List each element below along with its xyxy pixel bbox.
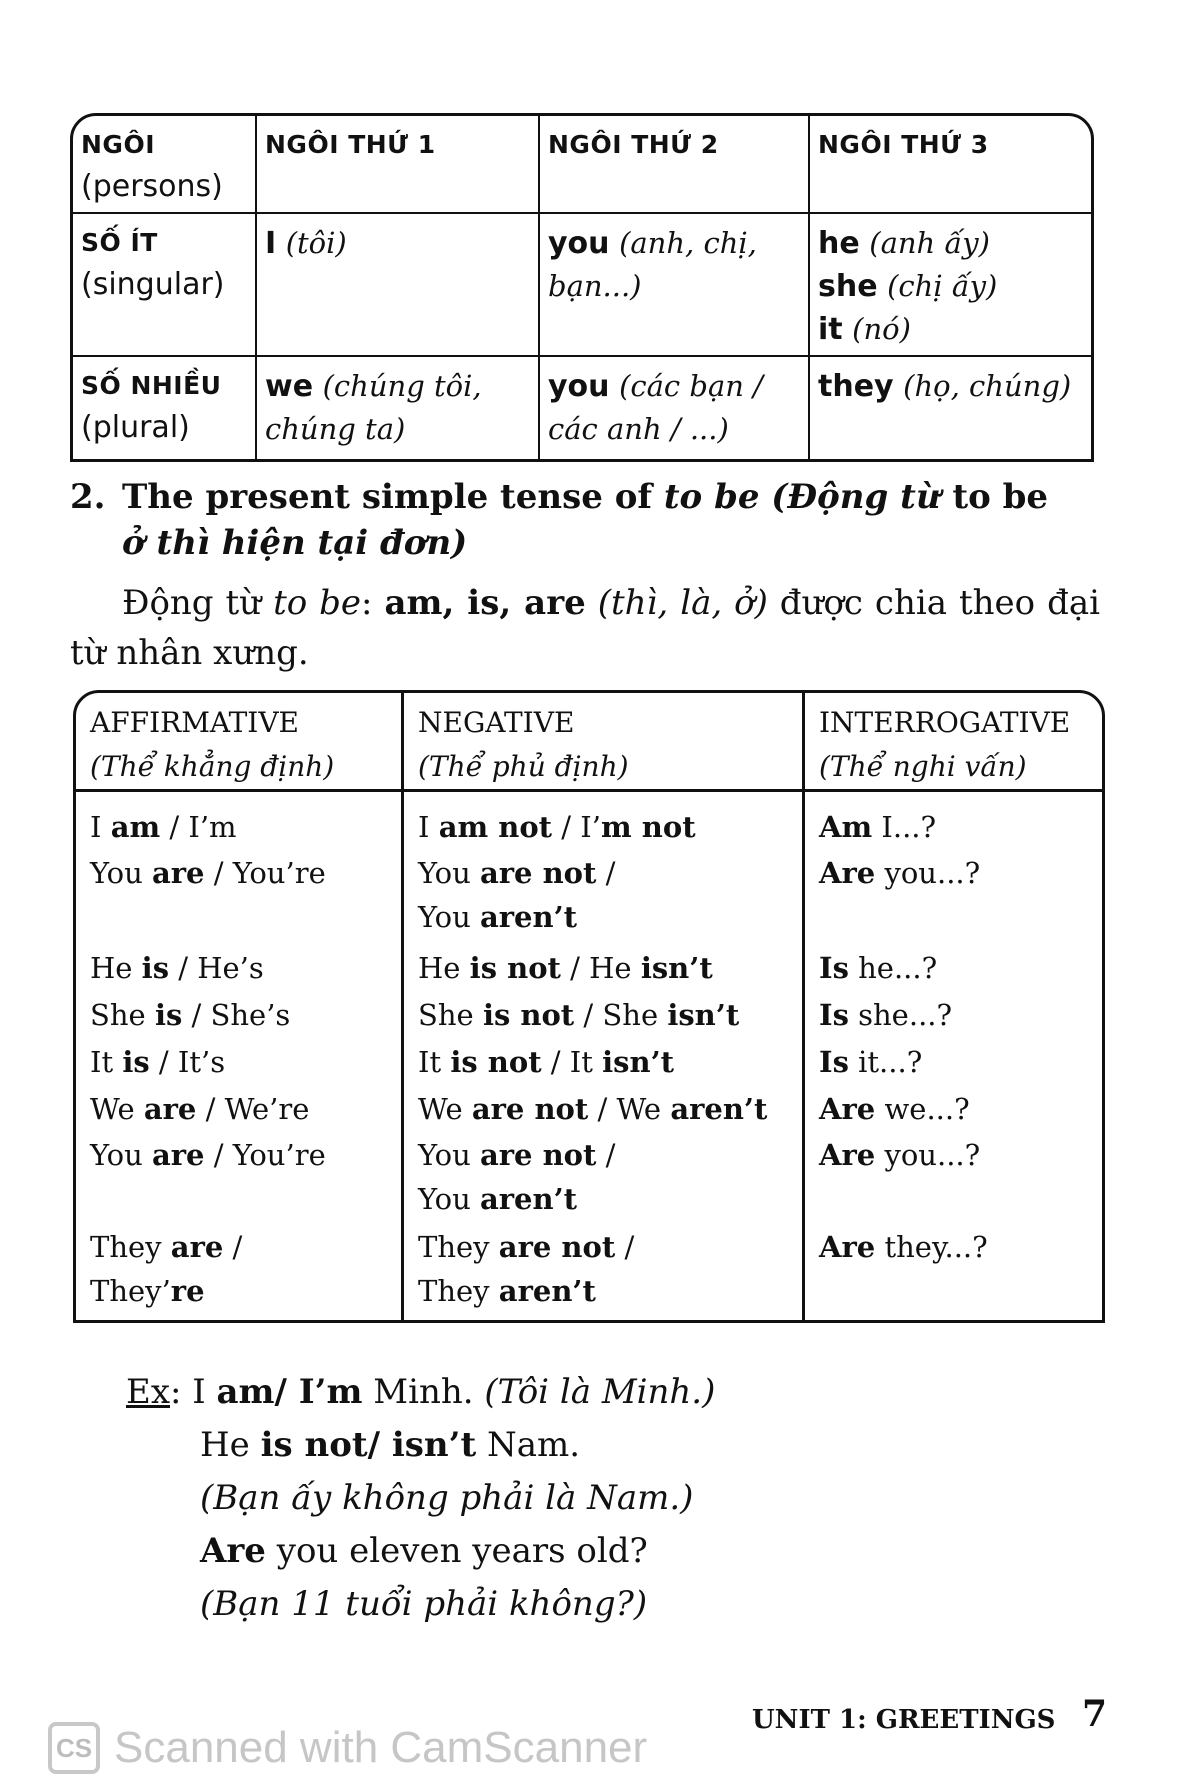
- list-item: You are not / You aren’t: [418, 856, 616, 934]
- list-item: Is it...?: [819, 1045, 923, 1079]
- persons-label-en: (persons): [81, 169, 223, 204]
- list-item: We are / We’re: [90, 1092, 310, 1126]
- list-item: Am I...?: [819, 810, 937, 844]
- list-item: Are they...?: [819, 1230, 988, 1264]
- list-item: I am not / I’m not: [418, 810, 696, 844]
- examples-block: [126, 1366, 1026, 1631]
- persons-table: [70, 113, 1094, 462]
- affirmative-column: [76, 792, 404, 1323]
- intro-paragraph: Động từ to be: am, is, are (thì, là, ở) được chia theo đại từ nhân xưng.: [70, 583, 1100, 673]
- list-item: Is he...?: [819, 951, 938, 985]
- plural-first-person: we (chúng tôi, chúng ta): [256, 356, 539, 459]
- interrogative-header: INTERROGATIVE (Thể nghi vấn): [819, 706, 1071, 783]
- page-number: 7: [1082, 1693, 1108, 1735]
- plural-second-person: you (các bạn / các anh / ...): [539, 356, 809, 459]
- first-person-header: NGÔI THỨ 1: [265, 130, 436, 159]
- example-line: He is not/ isn’t Nam.: [200, 1425, 581, 1465]
- list-item: Is she...?: [819, 998, 953, 1032]
- singular-third-person: he (anh ấy) she (chị ấy) it (nó): [809, 213, 1091, 356]
- example-translation: (Bạn 11 tuổi phải không?): [200, 1584, 648, 1624]
- example-line: Are you eleven years old?: [200, 1531, 648, 1571]
- list-item: She is not / She isn’t: [418, 998, 740, 1032]
- list-item: You are not / You aren’t: [418, 1138, 616, 1216]
- list-item: He is not / He isn’t: [418, 951, 713, 985]
- unit-footer: UNIT 1: GREETINGS: [752, 1705, 1056, 1735]
- negative-header: NEGATIVE (Thể phủ định): [404, 693, 805, 789]
- list-item: Are we...?: [819, 1092, 970, 1126]
- singular-label: SỐ ÍT: [81, 228, 158, 257]
- singular-first-person: I (tôi): [256, 213, 539, 356]
- list-item: It is / It’s: [90, 1045, 226, 1079]
- persons-label: NGÔI: [81, 130, 155, 159]
- list-item: You are / You’re: [90, 1138, 326, 1172]
- camscanner-watermark: [48, 1722, 647, 1774]
- list-item: You are / You’re: [90, 856, 326, 890]
- list-item: We are not / We aren’t: [418, 1092, 768, 1126]
- list-item: Are you...?: [819, 1138, 981, 1172]
- negative-column: [404, 792, 805, 1323]
- third-person-header: NGÔI THỨ 3: [818, 130, 989, 159]
- example-line: Ex: I am/ I’m Minh. (Tôi là Minh.): [126, 1372, 716, 1412]
- list-item: They are not / They aren’t: [418, 1230, 635, 1308]
- list-item: She is / She’s: [90, 998, 291, 1032]
- to-be-table: [73, 690, 1105, 1323]
- second-person-header: NGÔI THỨ 2: [548, 130, 719, 159]
- list-item: Are you...?: [819, 856, 981, 890]
- to-be-table-header: [76, 693, 1102, 792]
- singular-second-person: you (anh, chị, bạn...): [539, 213, 809, 356]
- plural-third-person: they (họ, chúng): [809, 356, 1091, 459]
- example-translation: (Bạn ấy không phải là Nam.): [200, 1478, 694, 1518]
- singular-label-en: (singular): [81, 267, 225, 302]
- affirmative-header: AFFIRMATIVE (Thể khẳng định): [76, 693, 404, 789]
- persons-header-cell: [73, 116, 256, 213]
- camscanner-logo-icon: CS: [48, 1722, 100, 1774]
- list-item: They are / They’re: [90, 1230, 243, 1308]
- list-item: It is not / It isn’t: [418, 1045, 675, 1079]
- section-heading: 2. The present simple tense of to be (Động từ to be ở thì hiện tại đơn): [70, 477, 1049, 563]
- list-item: He is / He’s: [90, 951, 264, 985]
- plural-label-en: (plural): [81, 410, 190, 445]
- list-item: I am / I’m: [90, 810, 237, 844]
- watermark-text: Scanned with CamScanner: [114, 1723, 648, 1772]
- interrogative-column: [805, 792, 1102, 1323]
- plural-label: SỐ NHIỀU: [81, 371, 222, 400]
